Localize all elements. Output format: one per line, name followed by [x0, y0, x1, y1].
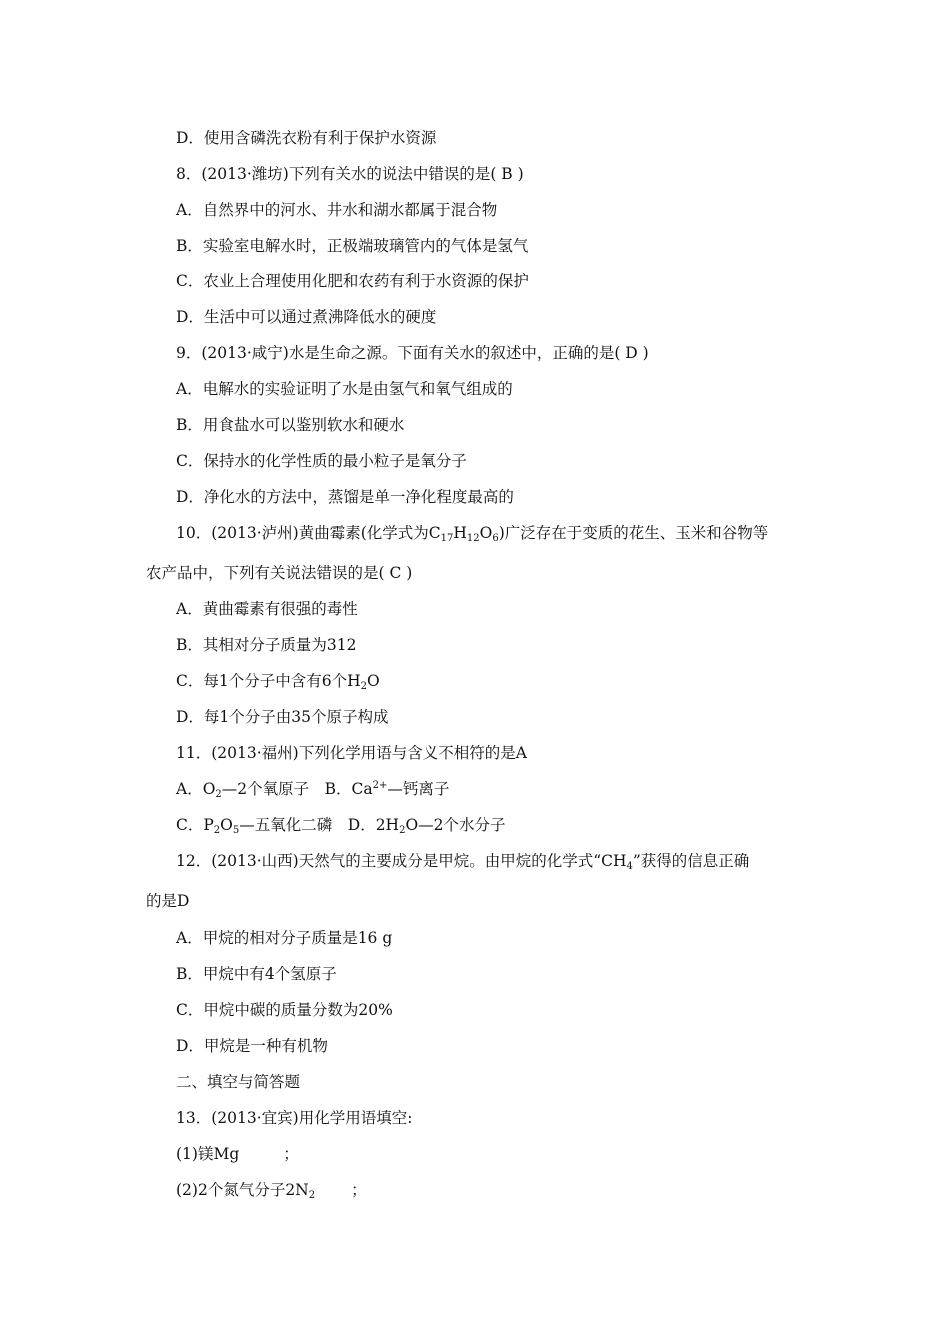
option-8c: C．农业上合理使用化肥和农药有利于水资源的保护 — [176, 272, 529, 290]
question-12-cont: 的是D — [146, 892, 190, 910]
option-8b: B．实验室电解水时，正极端玻璃管内的气体是氢气 — [176, 237, 529, 255]
question-8: 8．(2013·潍坊)下列有关水的说法中错误的是( B ) — [176, 165, 524, 183]
question-10-cont: 农产品中，下列有关说法错误的是( C ) — [146, 564, 413, 582]
answer-13-1: (1)镁Mg ； — [176, 1145, 299, 1163]
option-9d: D．净化水的方法中，蒸馏是单一净化程度最高的 — [176, 488, 514, 506]
option-9b: B．用食盐水可以鉴别软水和硬水 — [176, 416, 405, 434]
option-10d: D．每1个分子由35个原子构成 — [176, 708, 389, 726]
question-12: 12．(2013·山西)天然气的主要成分是甲烷。由甲烷的化学式“$CH_4$”获得的信息正确 — [176, 852, 750, 872]
option-12d: D．甲烷是一种有机物 — [176, 1037, 328, 1055]
option-7d: D．使用含磷洗衣粉有利于保护水资源 — [176, 129, 437, 147]
answer-13-2: (2)2个氮气分子$2N_2$ ； — [176, 1181, 367, 1201]
question-11: 11．(2013·福州)下列化学用语与含义不相符的是A — [176, 744, 527, 762]
question-9: 9．(2013·咸宁)水是生命之源。下面有关水的叙述中，正确的是( D ) — [176, 344, 649, 362]
option-9a: A．电解水的实验证明了水是由氢气和氧气组成的 — [176, 380, 513, 398]
options-11ab: A．$O_2—2$个氧原子 B．$Ca^{2+}—$钙离子 — [176, 780, 450, 800]
option-9c: C．保持水的化学性质的最小粒子是氧分子 — [176, 452, 467, 470]
option-8a: A．自然界中的河水、井水和湖水都属于混合物 — [176, 201, 498, 219]
question-10: 10．(2013·泸州)黄曲霉素(化学式为$C_{17}H_{12}O_6$)广泛存在于变质的花生、玉米和谷物等 — [176, 524, 769, 544]
option-10b: B．其相对分子质量为312 — [176, 636, 357, 654]
section-heading: 二、填空与简答题 — [176, 1073, 301, 1091]
question-13: 13．(2013·宜宾)用化学用语填空: — [176, 1109, 413, 1127]
option-12c: C．甲烷中碳的质量分数为20% — [176, 1001, 393, 1019]
option-12b: B．甲烷中有4个氢原子 — [176, 965, 337, 983]
option-8d: D．生活中可以通过煮沸降低水的硬度 — [176, 308, 437, 326]
option-12a: A．甲烷的相对分子质量是16 g — [176, 929, 393, 947]
option-10a: A．黄曲霉素有很强的毒性 — [176, 600, 358, 618]
option-10c: C．每1个分子中含有6个$H_2O$ — [176, 672, 380, 692]
options-11cd: C．$P_2O_5—$五氧化二磷 D．$2H_2O—2$个水分子 — [176, 816, 506, 836]
